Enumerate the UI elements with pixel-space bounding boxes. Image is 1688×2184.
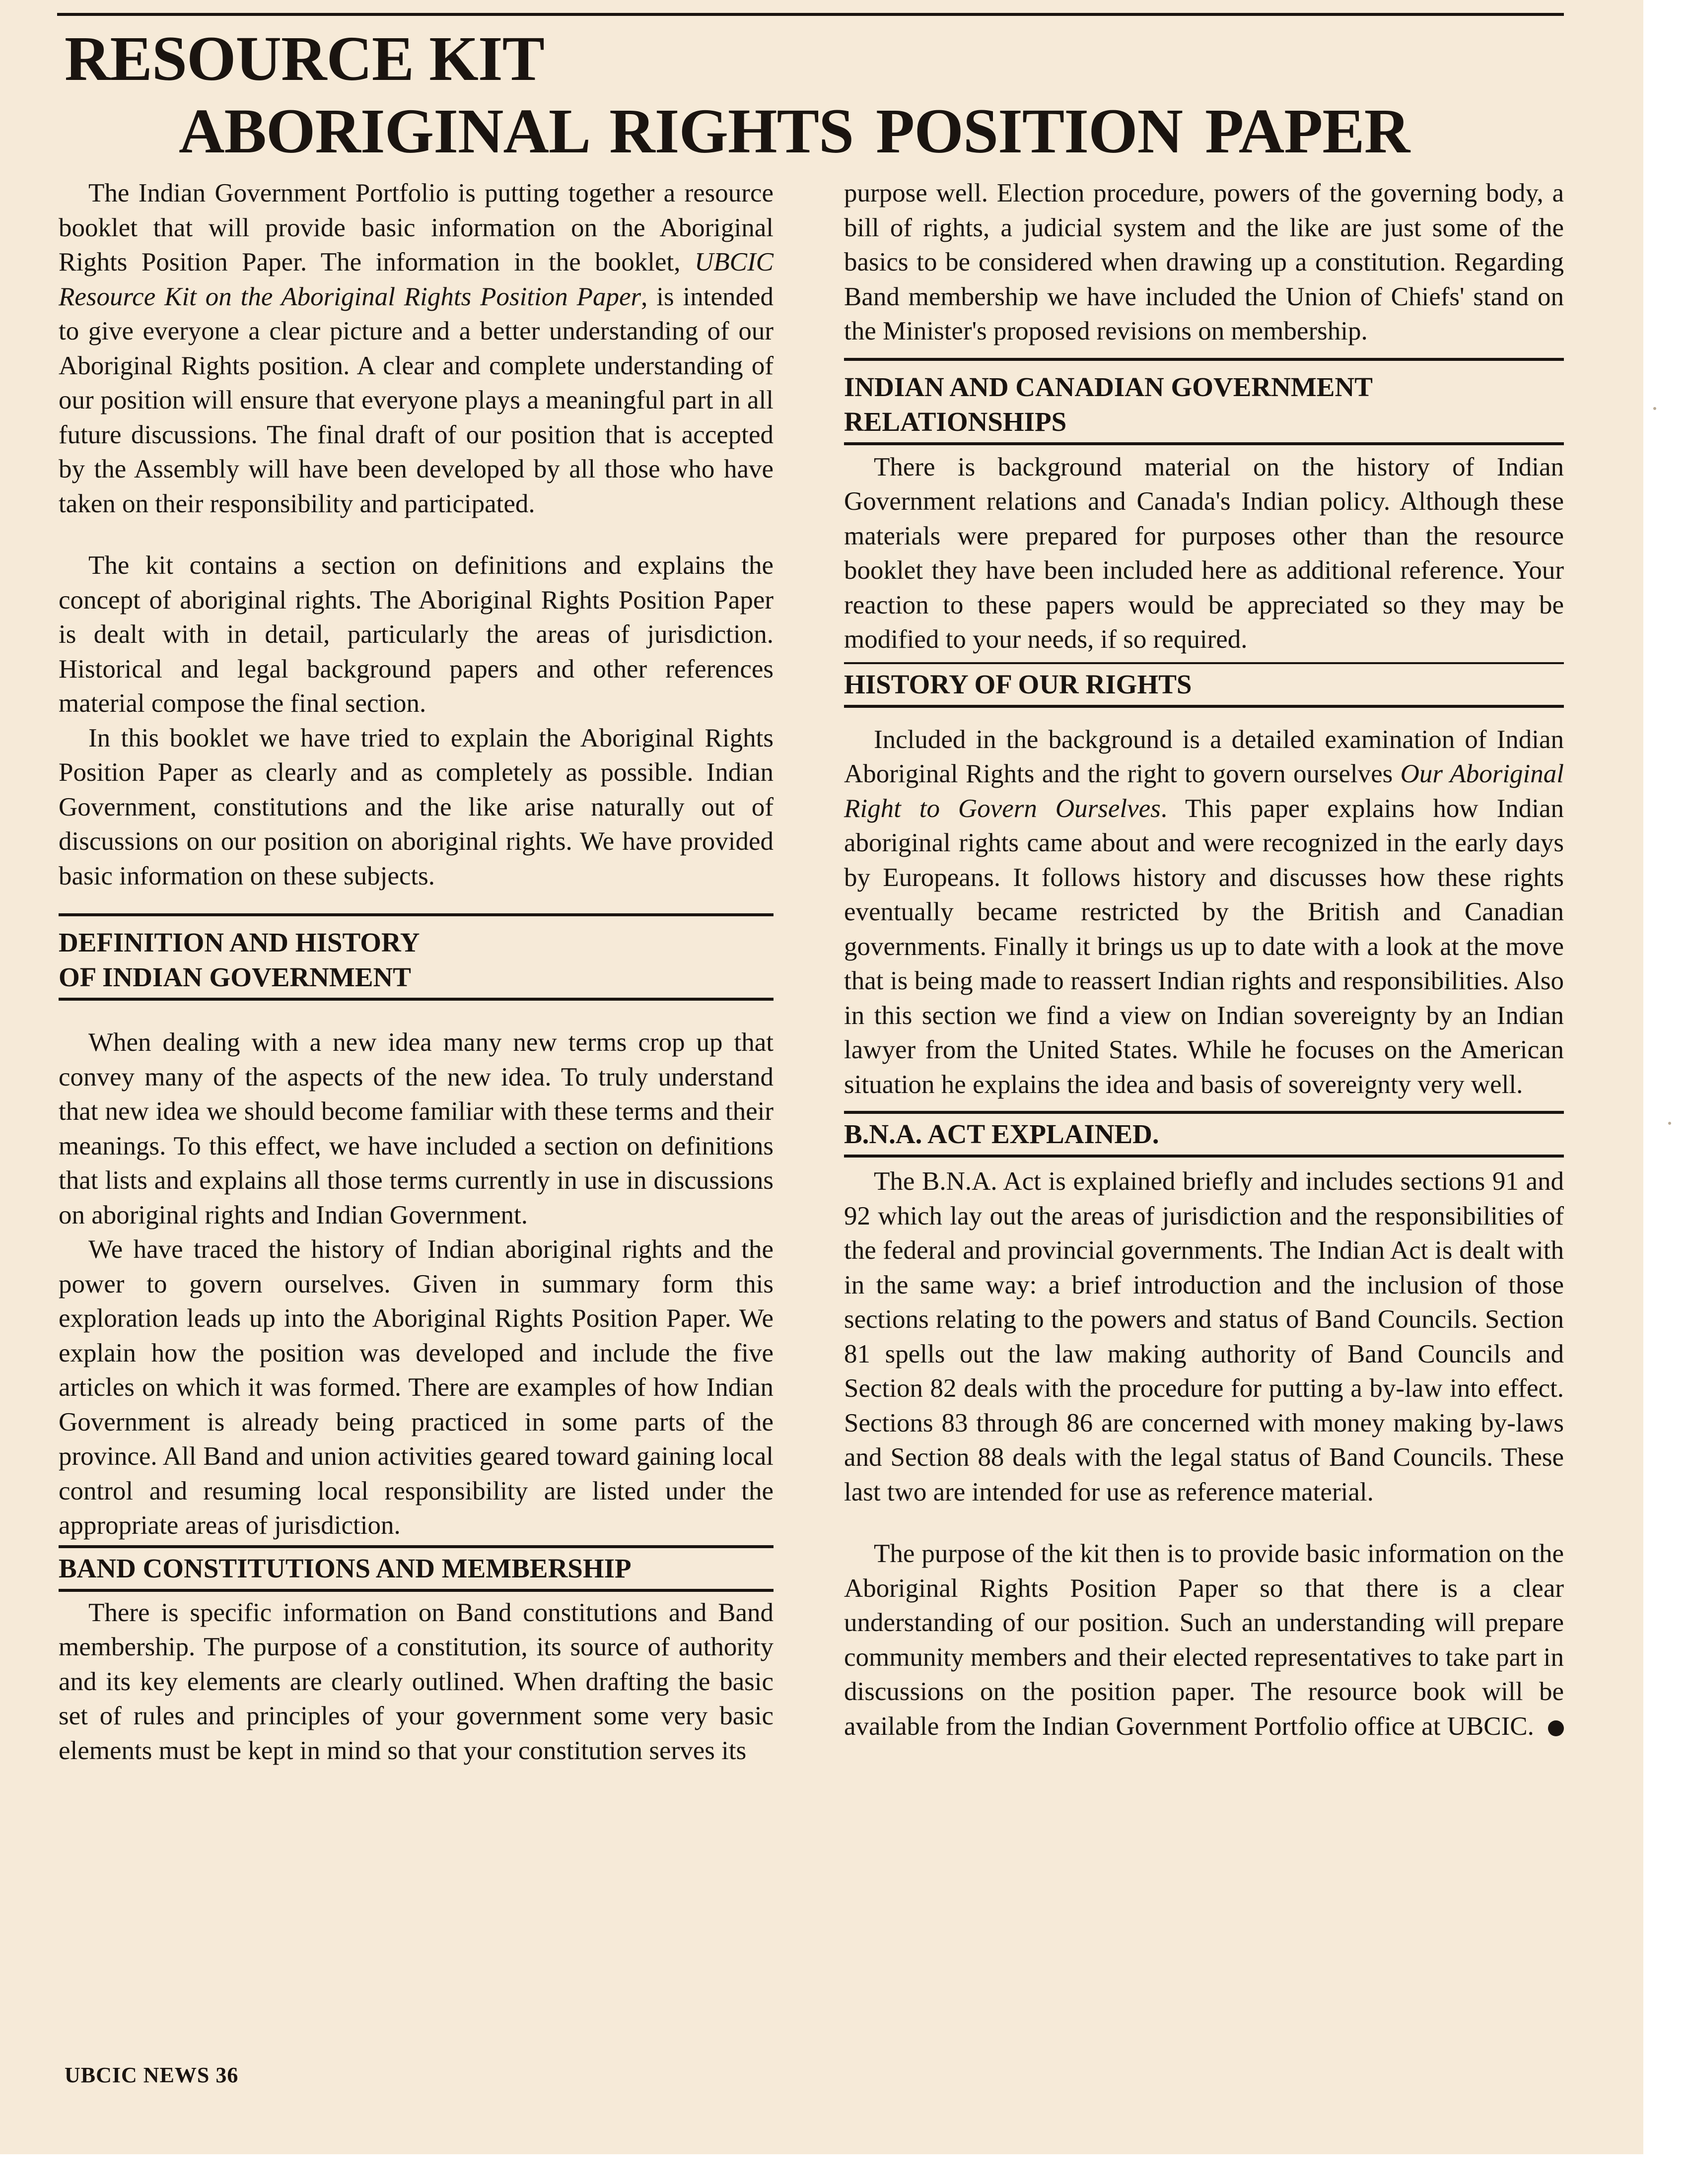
heading-bna-act: B.N.A. ACT EXPLAINED.: [844, 1111, 1564, 1158]
booklet-title: UBCIC Resource Kit on the Aboriginal Rights Position Paper: [59, 248, 774, 311]
paragraph-relations: There is background material on the history of Indian Government relations and Canada's Indian policy. Although these materials were prepared for purposes other than the resource booklet they have been included here as additional reference. Your reaction to these papers would be appreciated so they may be modified to your needs, if so required.: [844, 452, 1564, 654]
paragraph-definitions: When dealing with a new idea many new terms crop up that convey many of the aspects of the new idea. To truly understand that new idea we should become familiar with these terms and their meanings. To this effect, we have included a section on definitions that lists and explains all those terms currently in use in discussions on aboriginal rights and Indian Government.: [59, 1028, 774, 1229]
footer-page-label: UBCIC NEWS 36: [65, 2063, 239, 2087]
right-column: [844, 176, 1564, 1744]
heading-government-relationships: INDIAN AND CANADIAN GOVERNMENT RELATIONSHIPS: [844, 358, 1564, 445]
left-column: [59, 176, 774, 1768]
paragraph-constitution-cont: purpose well. Election procedure, powers of the governing body, a bill of rights, a judicial system and the like are just some of the basics to be considered when drawing up a constitution. Regarding Band membership we have included the Union of Chiefs' stand on the Minister's proposed revisions on membership.: [844, 179, 1564, 345]
end-bullet: [1548, 1720, 1564, 1736]
paragraph-booklet: In this booklet we have tried to explain the Aboriginal Rights Position Paper as clearly and as completely as possible. Indian Government, constitutions and the like arise naturally out of discussions on our position on aboriginal rights. We have provided basic information on these subjects.: [59, 723, 774, 890]
title-line-2: ABORIGINAL RIGHTS POSITION PAPER: [179, 96, 1410, 166]
paper-title: Our Aboriginal Right to Govern Ourselves: [844, 759, 1564, 823]
paragraph-history-rights: Included in the background is a detailed examination of Indian Aboriginal Rights and the right to govern ourselves Our Aboriginal Right to Govern Ourselves. This paper explains how Indian aboriginal rights came about and were recognized in the early days by Europeans. It follows history and discusses how these rights eventually became restricted by the British and Canadian governments. Finally it brings us up to date with a look at the move that is being made to reassert Indian rights and responsibilities. Also in this section we find a view on Indian sovereignty by an Indian lawyer from the United States. While he focuses on the American situation he explains the idea and basis of sovereignty very well.: [844, 725, 1564, 1099]
paragraph-purpose: The purpose of the kit then is to provide basic information on the Aboriginal Rights Position Paper so that there is a clear understanding of our position. Such an understanding will prepare community members and their elected representatives to take part in discussions on the position paper. The resource book will be available from the Indian Government Portfolio office at UBCIC.: [844, 1539, 1564, 1741]
paper-speck: [1653, 407, 1656, 410]
paper-speck: [1668, 1122, 1671, 1125]
paragraph-history-traced: We have traced the history of Indian aboriginal rights and the power to govern ourselves. Given in summary form this exploration leads up into the Aboriginal Rights Position Paper. We explain how the position was developed and include the five articles on which it was formed. There are examples of how Indian Government is already being practiced in some parts of the province. All Band and union activities geared toward gaining local control and resuming local responsibility are listed under the appropriate areas of jurisdiction.: [59, 1235, 774, 1540]
heading-history-of-rights: HISTORY OF OUR RIGHTS: [844, 662, 1564, 708]
heading-band-constitutions: BAND CONSTITUTIONS AND MEMBERSHIP: [59, 1545, 774, 1592]
paragraph-band-constitutions: There is specific information on Band constitutions and Band membership. The purpose of a constitution, its source of authority and its key elements are clearly outlined. When drafting the basic set of rules and principles of your government some very basic elements must be kept in mind so that your constitution serves its: [59, 1598, 774, 1765]
top-rule: [57, 13, 1564, 16]
paragraph-intro: The Indian Government Portfolio is putting together a resource booklet that will provide basic information on the Aboriginal Rights Position Paper. The information in the booklet, UBCIC Resource Kit on the Aboriginal Rights Position Paper, is intended to give everyone a clear picture and a better understanding of our Aboriginal Rights position. A clear and complete understanding of our position will ensure that everyone plays a meaningful part in all future discussions. The final draft of our position that is accepted by the Assembly will have been developed by all those who have taken on their responsibility and participated.: [59, 179, 774, 518]
paragraph-kit-contents: The kit contains a section on definitions and explains the concept of aboriginal rights. The Aboriginal Rights Position Paper is dealt with in detail, particularly the areas of jurisdiction. Historical and legal background papers and other references material compose the final section.: [59, 551, 774, 718]
title-line-1: RESOURCE KIT: [65, 23, 544, 94]
heading-definition-history: DEFINITION AND HISTORY OF INDIAN GOVERNMENT: [59, 913, 774, 1001]
paragraph-bna-act: The B.N.A. Act is explained briefly and includes sections 91 and 92 which lay out the areas of jurisdiction and the responsibilities of the federal and provincial governments. The Indian Act is dealt with in the same way: a brief introduction and the inclusion of those sections relating to the powers and status of Band Councils. Section 81 spells out the law making authority of Band Councils and Section 82 deals with the procedure for putting a by-law into effect. Sections 83 through 86 are concerned with money making by-laws and Section 88 deals with the legal status of Band Councils. These last two are intended for use as reference material.: [844, 1167, 1564, 1506]
